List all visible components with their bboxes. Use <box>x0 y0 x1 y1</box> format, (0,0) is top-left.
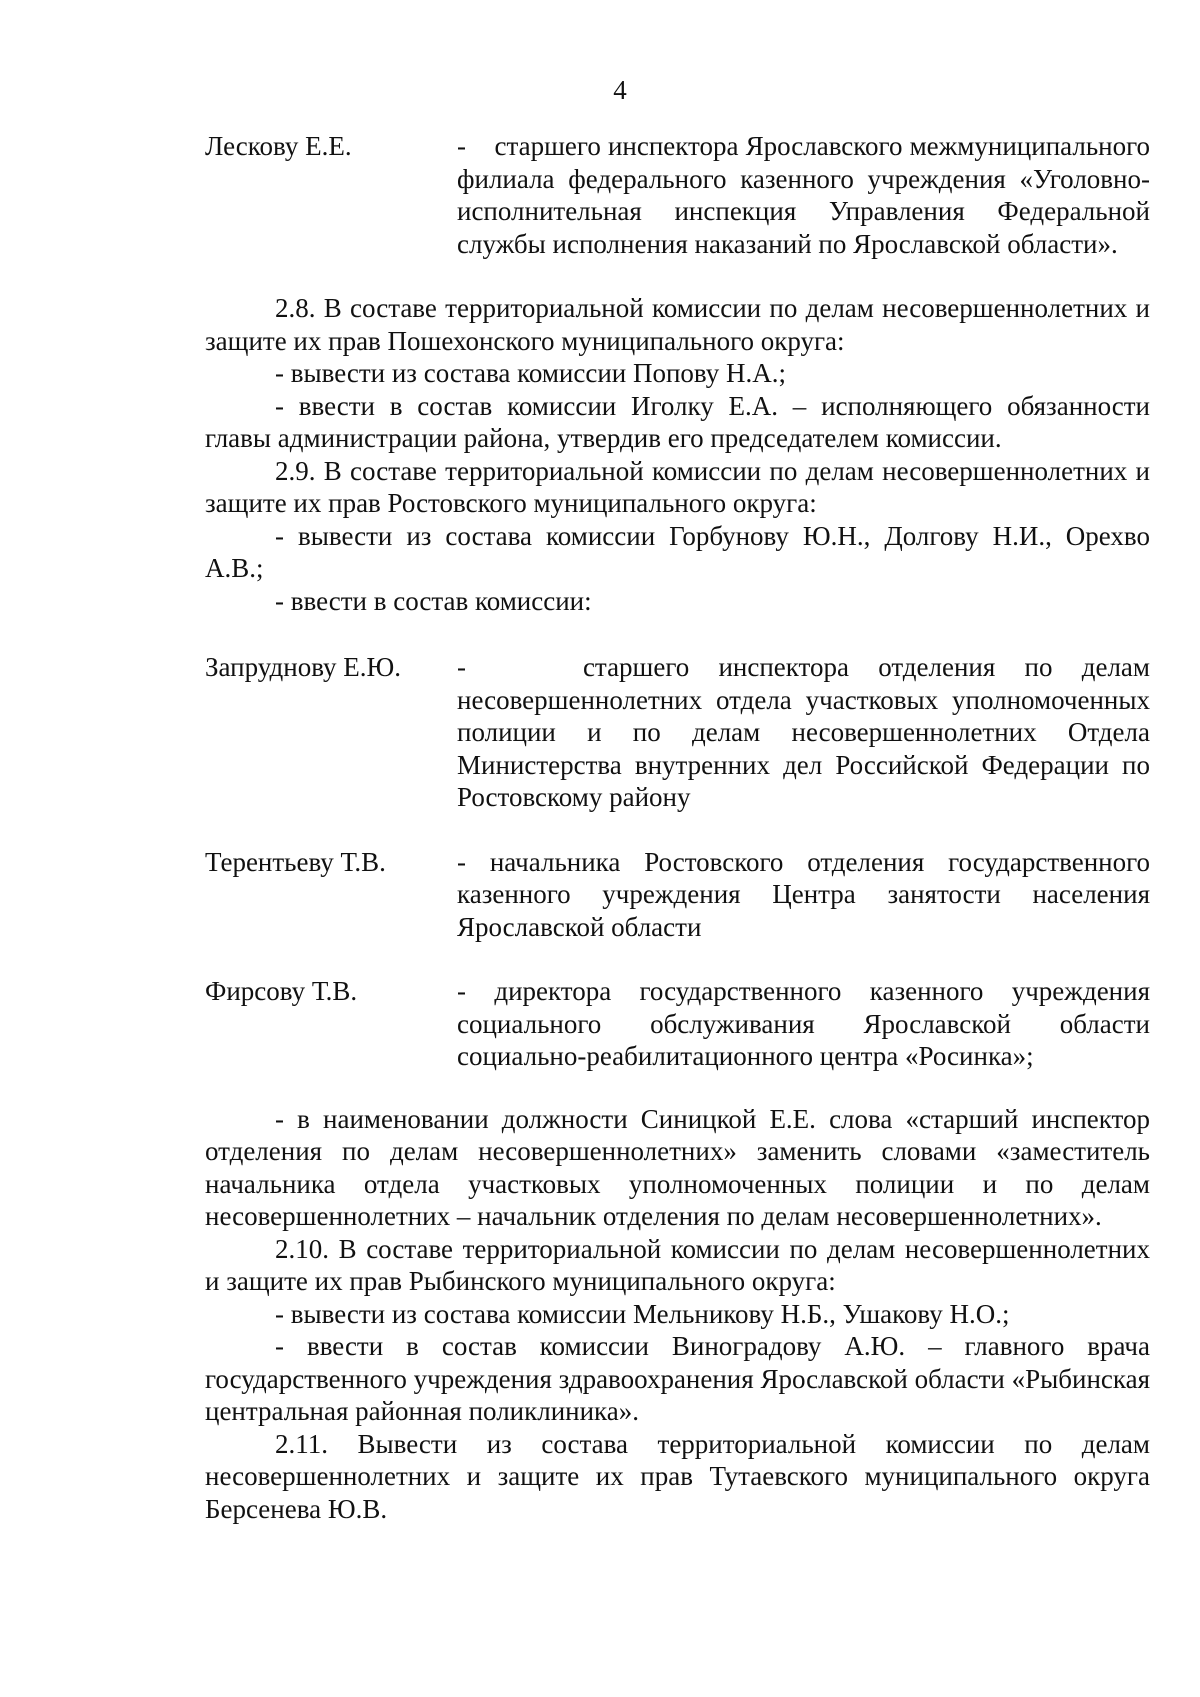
member-entry-terentyeva <box>205 846 1150 944</box>
member-position: - директора государственного казенного учреждения социального обслуживания Ярославской области социально-реабилитационного центра «Росинка»; <box>457 976 1150 1071</box>
member-position: - старшего инспектора отделения по делам несовершеннолетних отдела участковых уполномоченных полиции и по делам несовершеннолетних Отдела Министерства внутренних дел Российской Федерации по Ростовскому району <box>457 652 1150 812</box>
section-2-8-item-1: - вывести из состава комиссии Попову Н.А.; <box>275 358 787 388</box>
section-2-9-item-1: - вывести из состава комиссии Горбунову Ю.Н., Долгову Н.И., Орехво А.В.; <box>205 520 1150 583</box>
member-entry-zaprudnova <box>205 651 1150 814</box>
section-2-10-item-2: - ввести в состав комиссии Виноградову А.Ю. – главного врача государственного учреждения здравоохранения Ярославской области «Рыбинская центральная районная поликлиника». <box>205 1331 1150 1426</box>
member-position: - начальника Ростовского отделения государственного казенного учреждения Центра занятости населения Ярославской области <box>457 846 1150 942</box>
section-2-10-item-1: - вывести из состава комиссии Мельникову Н.Б., Ушакову Н.О.; <box>275 1298 1010 1329</box>
section-2-8-item-2: - ввести в состав комиссии Иголку Е.А. – исполняющего обязанности главы администрации района, утвердив его председателем комиссии. <box>205 390 1150 453</box>
member-name: Запруднову Е.Ю. <box>205 652 402 682</box>
section-2-10-heading: 2.10. В составе территориальной комиссии по делам несовершеннолетних и защите их прав Рыбинского муниципального округа: <box>205 1233 1150 1296</box>
member-name: Лескову Е.Е. <box>205 131 352 161</box>
section-2-8-heading: 2.8. В составе территориальной комиссии по делам несовершеннолетних и защите их прав Пошехонского муниципального округа: <box>205 293 1150 356</box>
member-name: Терентьеву Т.В. <box>205 846 386 877</box>
section-2-9-heading: 2.9. В составе территориальной комиссии по делам несовершеннолетних и защите их прав Ростовского муниципального округа: <box>205 455 1150 518</box>
document-body <box>205 130 1150 1525</box>
section-2-9-item-3: - в наименовании должности Синицкой Е.Е. слова «старший инспектор отделения по делам несовершеннолетних» заменить словами «заместитель начальника отдела участковых уполномоченных полиции и по делам несовершеннолетних – начальник отделения по делам несовершеннолетних». <box>205 1103 1150 1231</box>
member-name: Фирсову Т.В. <box>205 976 358 1006</box>
section-2-9-item-2: - ввести в состав комиссии: <box>275 585 592 616</box>
page-number: 4 <box>613 75 627 105</box>
section-2-11-text: 2.11. Вывести из состава территориальной комиссии по делам несовершеннолетних и защите их прав Тутаевского муниципального округа Берсенева Ю.В. <box>205 1428 1150 1524</box>
member-entry-firsova <box>205 975 1150 1073</box>
member-position: - старшего инспектора Ярославского межмуниципального филиала федерального казенного учреждения «Уголовно-исполнительная инспекция Управления Федеральной службы исполнения наказаний по Ярославской области». <box>457 131 1150 259</box>
member-entry-leskova <box>205 130 1150 260</box>
